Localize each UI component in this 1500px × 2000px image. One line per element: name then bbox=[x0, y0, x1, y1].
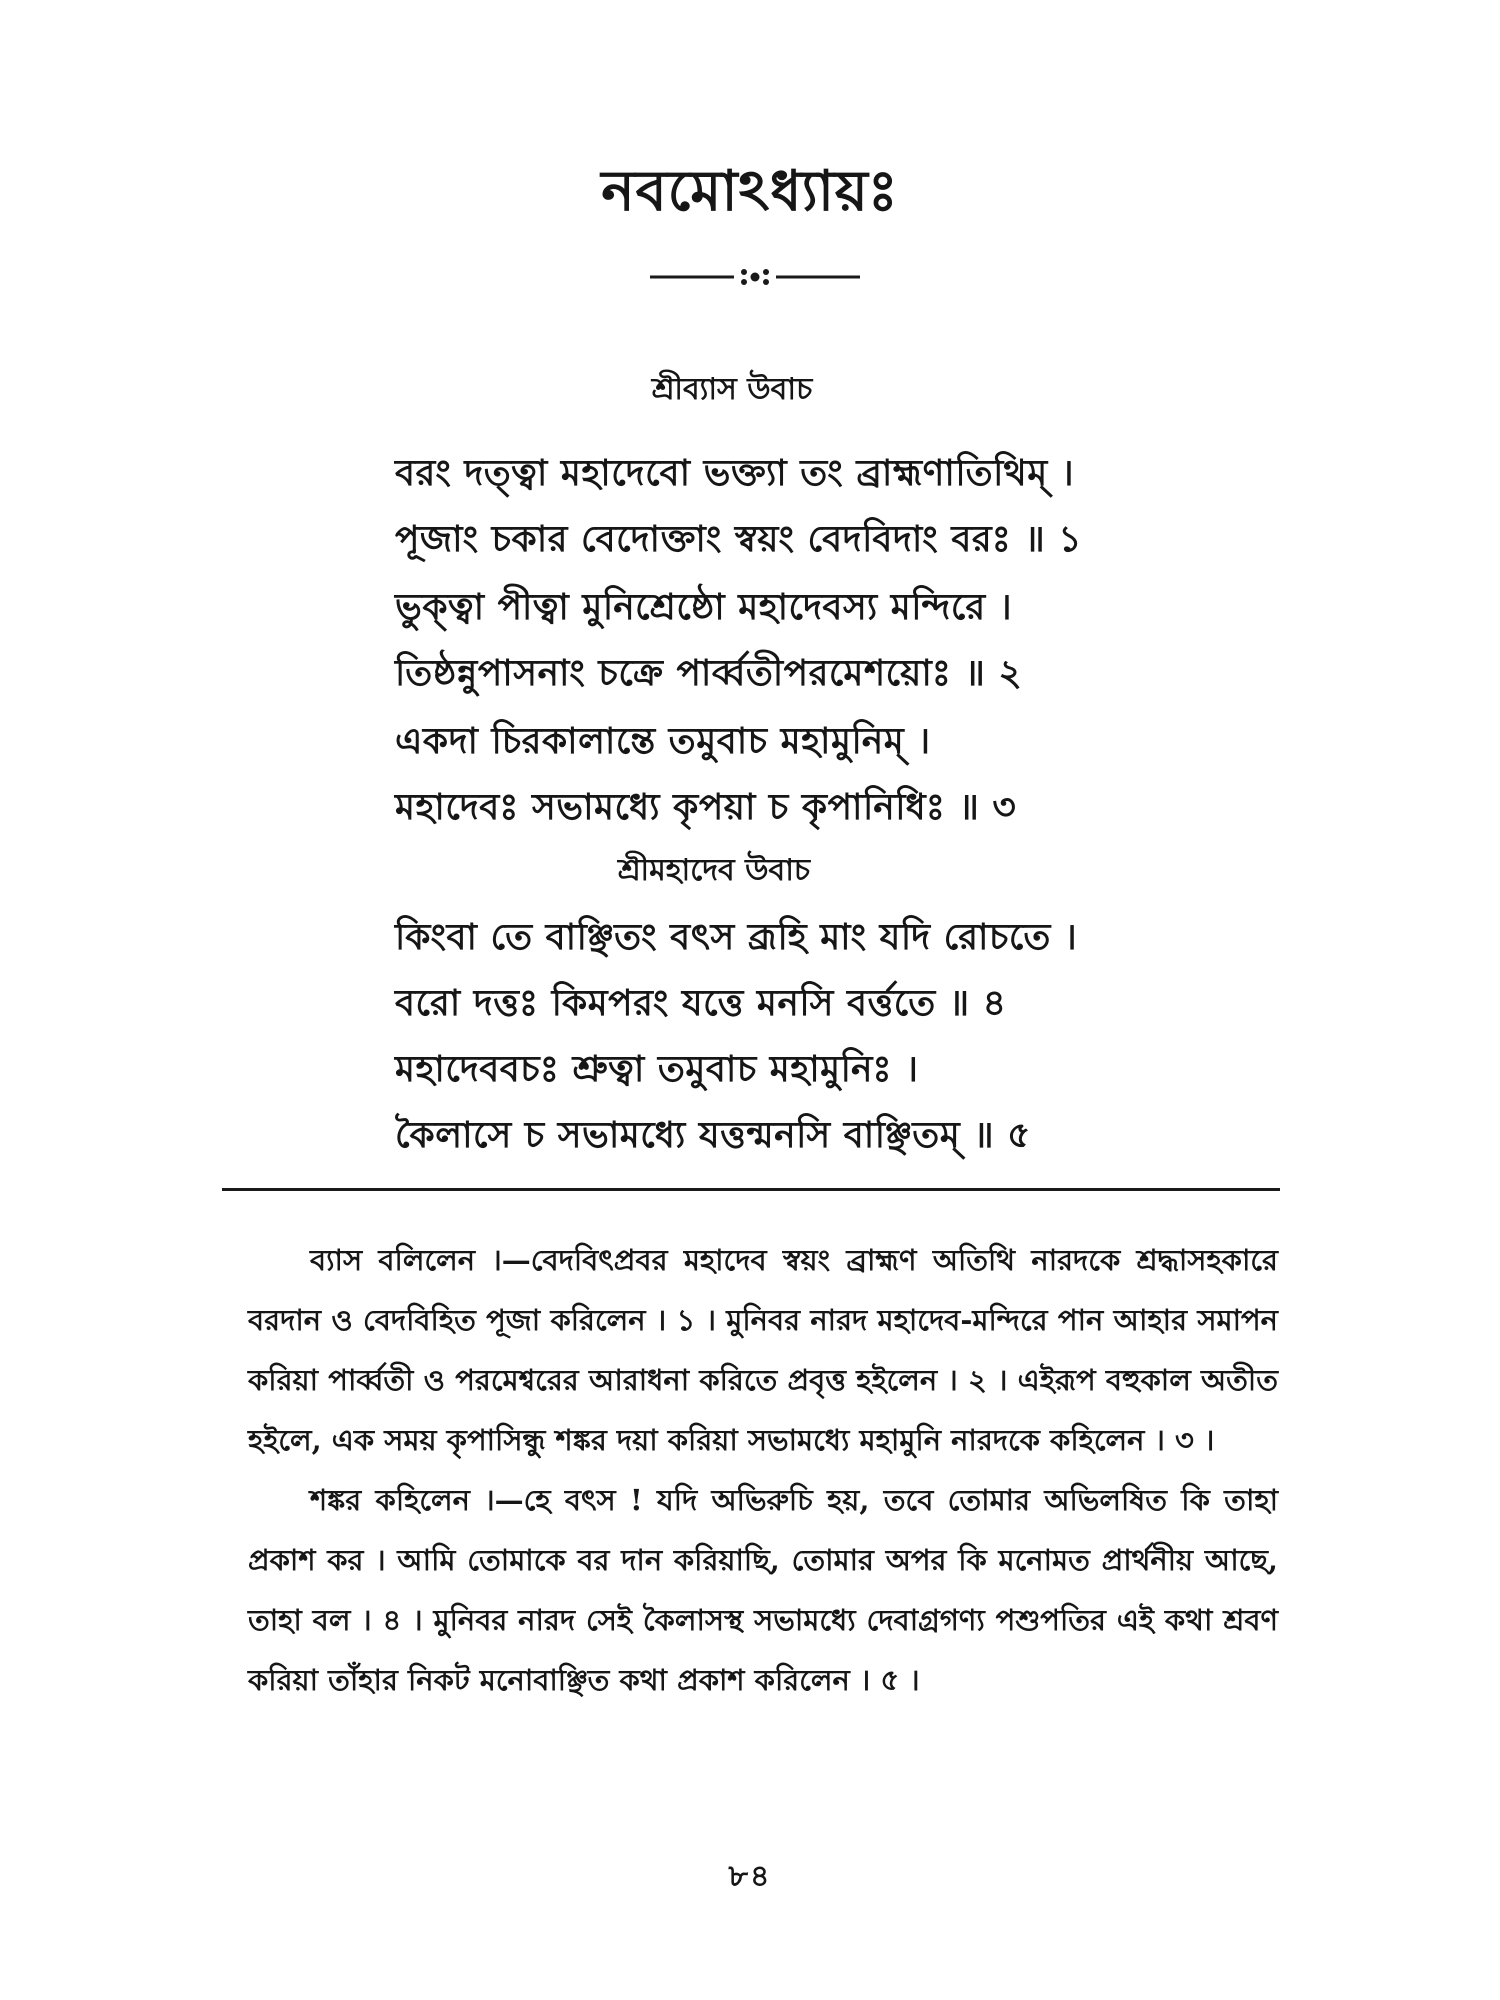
chapter-title: নবমোঽধ্যায়ঃ bbox=[601, 158, 899, 224]
verse-line: কিংবা তে বাঞ্ছিতং বৎস ব্রূহি মাং যদি রোচতে । bbox=[395, 916, 1078, 958]
commentary-block bbox=[248, 1230, 1278, 1710]
verse-line: মহাদেবঃ সভামধ্যে কৃপয়া চ কৃপানিধিঃ ॥ ৩ bbox=[395, 786, 1017, 828]
speaker-heading-vyasa: শ্রীব্যাস উবাচ bbox=[651, 372, 813, 407]
verse-line: কৈলাসে চ সভামধ্যে যত্তন্মনসি বাঞ্ছিতম্ ॥ ৫ bbox=[395, 1114, 1032, 1156]
verse-line: একদা চিরকালান্তে তমুবাচ মহামুনিম্ । bbox=[395, 720, 931, 762]
verse-line: বরো দত্তঃ কিমপরং যত্তে মনসি বর্ত্ততে ॥ ৪ bbox=[395, 982, 1007, 1024]
verse-line: বরং দত্ত্বা মহাদেবো ভক্ত্যা তং ব্রাহ্মণাতিথিম্ । bbox=[395, 452, 1075, 494]
section-divider bbox=[222, 1188, 1280, 1191]
commentary-paragraph: ব্যাস বলিলেন ।—বেদবিৎপ্রবর মহাদেব স্বয়ং ব্রাহ্মণ অতিথি নারদকে শ্রদ্ধাসহকারে বরদান ও বেদবিহিত পূজা করিলেন । ১ । মুনিবর নারদ মহাদেব-মন্দিরে পান আহার সমাপন করিয়া পার্ব্বতী ও পরমেশ্বরের আরাধনা করিতে প্রবৃত্ত হইলেন । ২ । এইরূপ বহুকাল অতীত হইলে, এক সময় কৃপাসিন্ধু শঙ্কর দয়া করিয়া সভামধ্যে মহামুনি নারদকে কহিলেন । ৩ । bbox=[248, 1243, 1278, 1457]
verse-line: তিষ্ঠন্নুপাসনাং চক্রে পার্ব্বতীপরমেশয়োঃ ॥ ২ bbox=[395, 652, 1023, 694]
title-ornament bbox=[650, 262, 860, 292]
verse-line: পূজাং চকার বেদোক্তাং স্বয়ং বেদবিদাং বরঃ ॥ ১ bbox=[395, 518, 1083, 560]
page-number: ৮৪ bbox=[728, 1859, 772, 1894]
speaker-heading-mahadeva: শ্রীমহাদেব উবাচ bbox=[617, 853, 811, 888]
verse-line: মহাদেববচঃ শ্রুত্বা তমুবাচ মহামুনিঃ । bbox=[395, 1048, 919, 1090]
commentary-paragraph: শঙ্কর কহিলেন ।—হে বৎস ! যদি অভিরুচি হয়, তবে তোমার অভিলষিত কি তাহা প্রকাশ কর । আমি তোমাকে বর দান করিয়াছি, তোমার অপর কি মনোমত প্রার্থনীয় আছে, তাহা বল । ৪ । মুনিবর নারদ সেই কৈলাসস্থ সভামধ্যে দেবাগ্রগণ্য পশুপতির এই কথা শ্রবণ করিয়া তাঁহার নিকট মনোবাঞ্ছিত কথা প্রকাশ করিলেন । ৫ । bbox=[248, 1483, 1278, 1697]
verse-line: ভুক্ত্বা পীত্বা মুনিশ্রেষ্ঠো মহাদেবস্য মন্দিরে । bbox=[395, 586, 1013, 628]
